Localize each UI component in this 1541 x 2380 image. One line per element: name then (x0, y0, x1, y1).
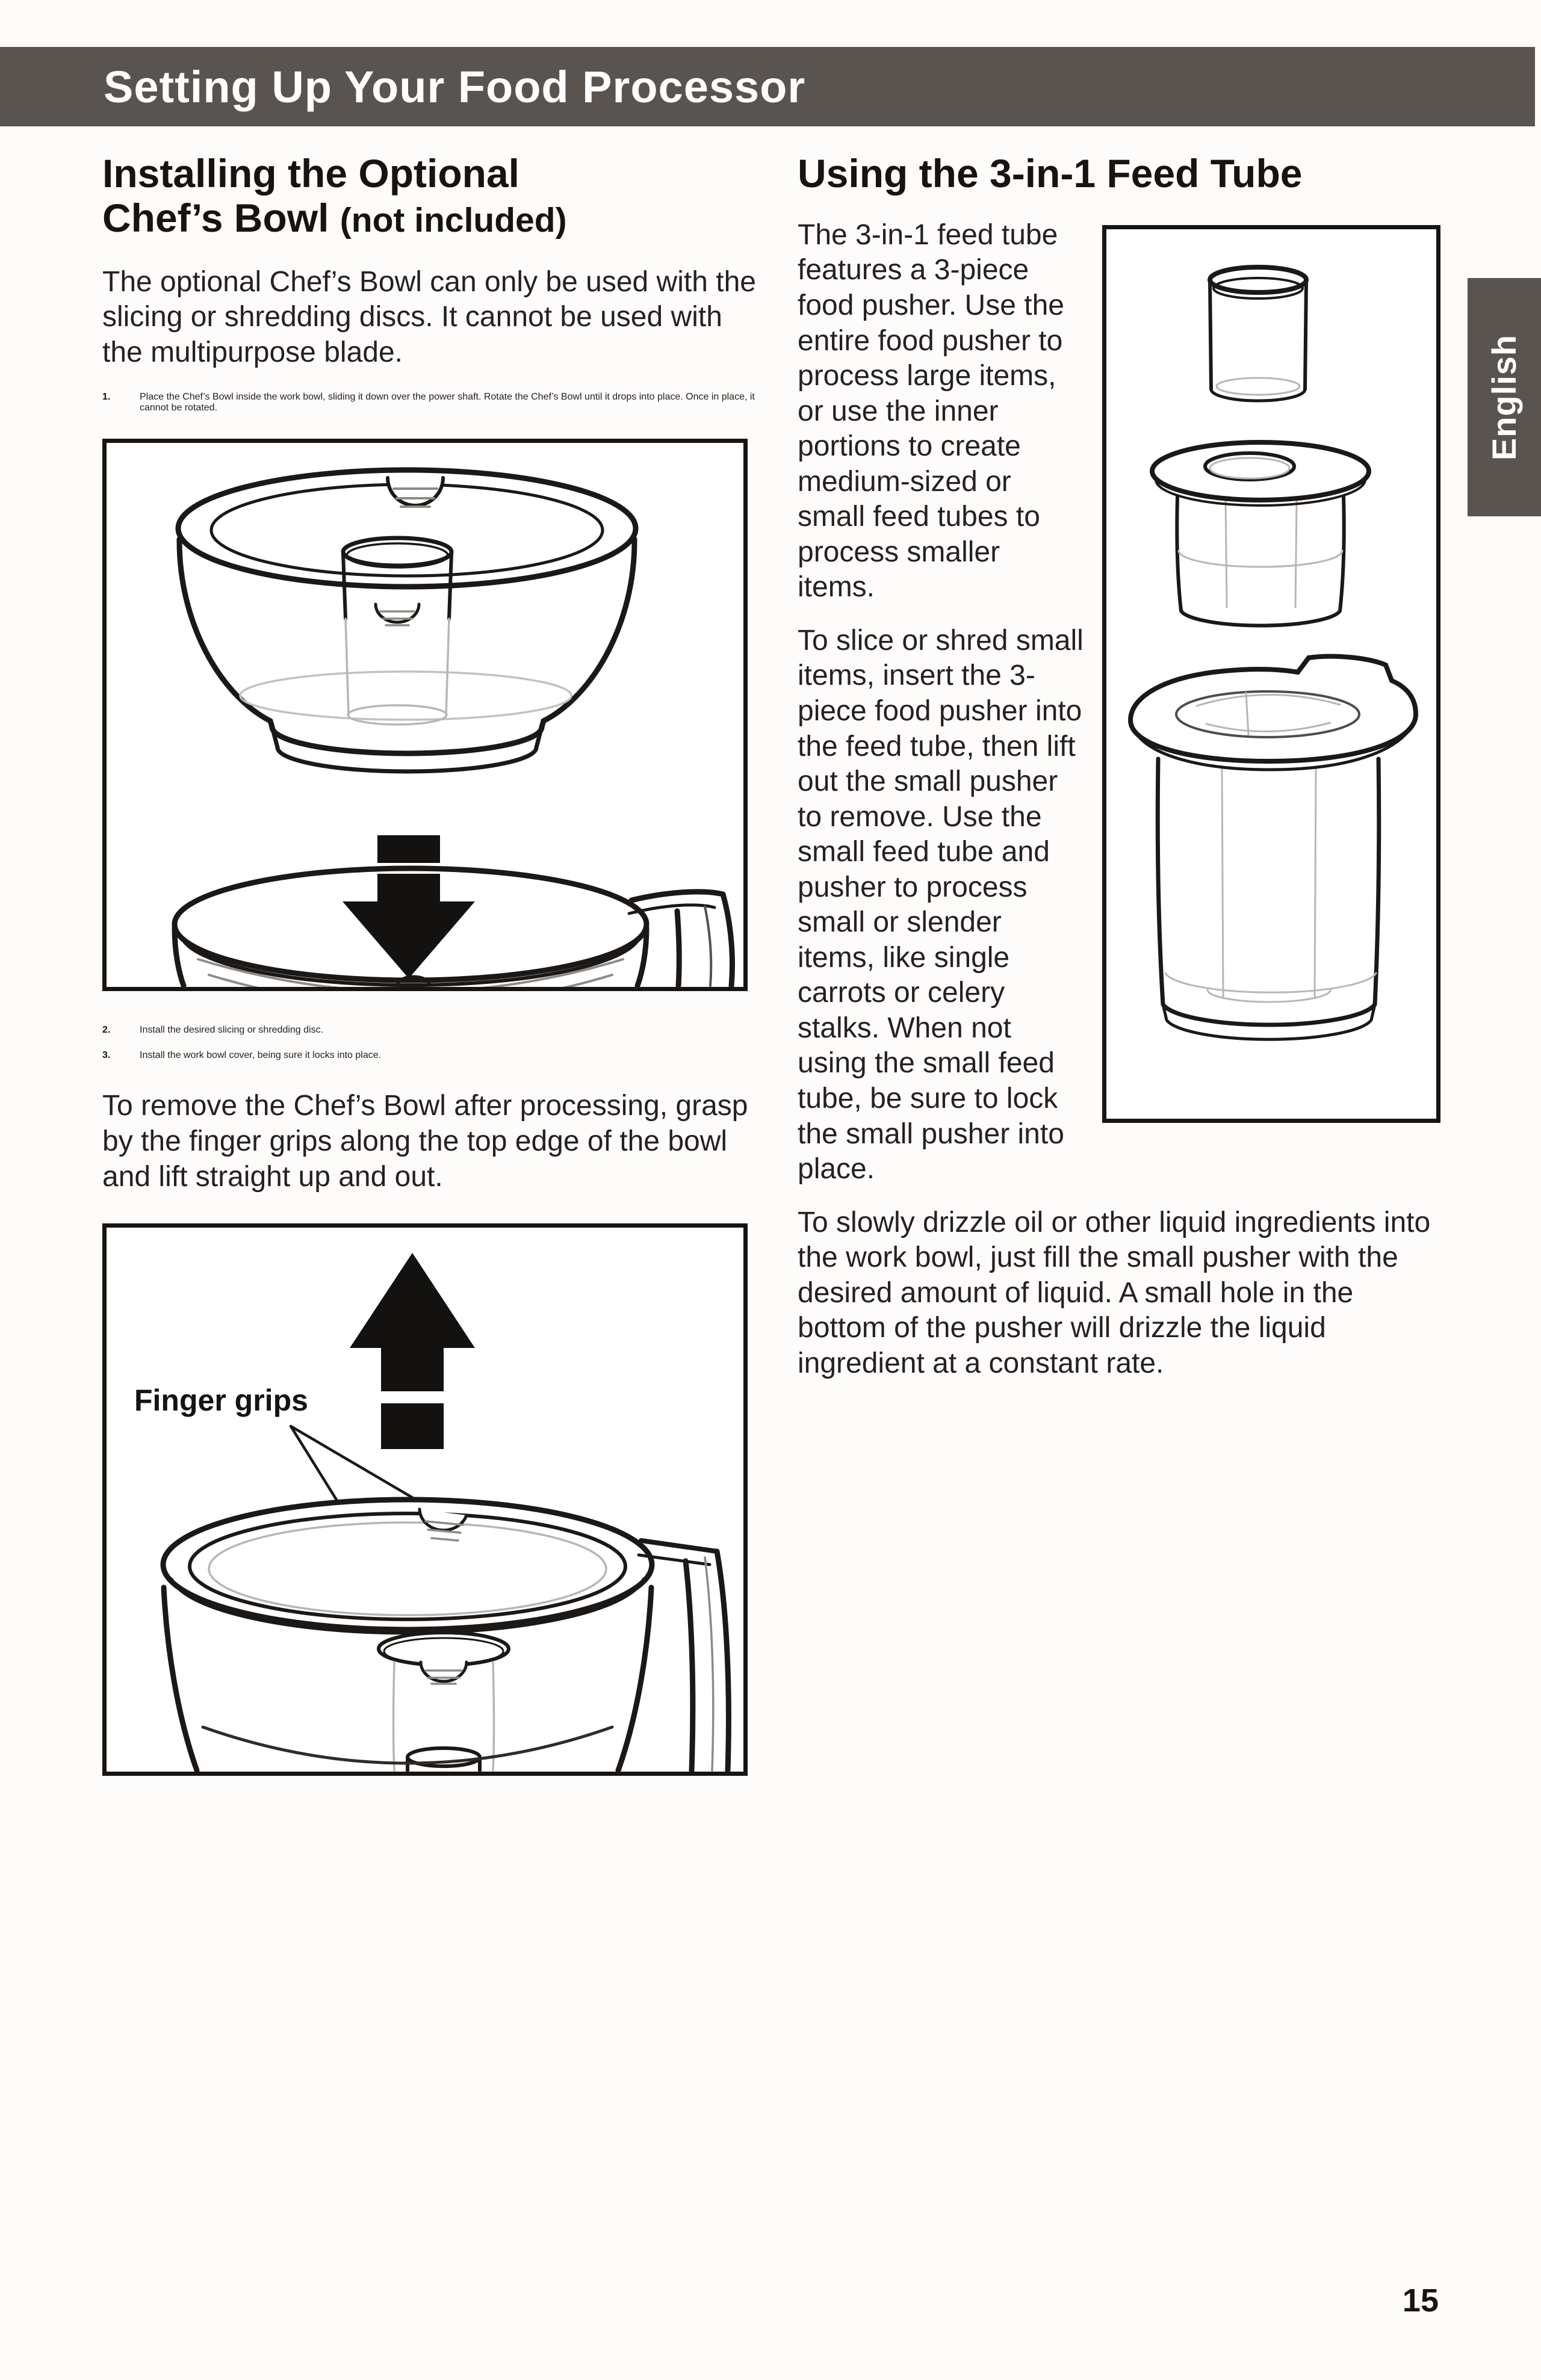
up-arrow-icon (350, 1253, 475, 1449)
step-list-after-figure (102, 1025, 767, 1061)
right-column (798, 152, 1440, 1381)
finger-grips-illustration (107, 1228, 743, 1772)
left-intro-paragraph: The optional Chef’s Bowl can only be used with the slicing or shredding discs. It cannot be used with the multipurpose blade. (102, 265, 756, 368)
page-title: Setting Up Your Food Processor (104, 61, 806, 112)
left-column (102, 152, 767, 1776)
step-number: 2. (102, 1025, 111, 1036)
feed-tube-parts-illustration (1106, 229, 1436, 1119)
step-number: 1. (102, 392, 111, 403)
language-tab (1468, 278, 1541, 516)
header-bar (0, 47, 1535, 126)
left-heading-line1: Installing the Optional (102, 151, 519, 196)
step-3 (102, 1050, 767, 1061)
right-heading: Using the 3-in-1 Feed Tube (798, 151, 1303, 196)
right-paragraph-1: The 3-in-1 feed tube features a 3-piece food pusher. Use the entire food pusher to process large items, or use the inner portions to create medium-sized or small feed tubes to process smaller items. (798, 218, 1064, 604)
medium-pusher-illustration (1152, 442, 1369, 626)
small-pusher-illustration (1210, 267, 1306, 401)
figure-finger-grips (102, 1223, 748, 1776)
finger-grips-label: Finger grips (134, 1383, 308, 1418)
step-text: Place the Chef’s Bowl inside the work bowl, sliding it down over the power shaft. Rotate the Chef’s Bowl until it drops into place. Once in place, it cannot be rotated. (140, 392, 755, 413)
left-heading-line2: Chef’s Bowl (102, 195, 329, 240)
feed-tube-illustration (1130, 657, 1416, 1040)
step-number: 3. (102, 1050, 111, 1061)
figure-chefs-bowl-install (102, 439, 748, 991)
figure-feed-tube-parts (1102, 225, 1440, 1123)
removal-note-paragraph: To remove the Chef’s Bowl after processing, grasp by the finger grips along the top edge of the bowl and lift straight up and out. (102, 1090, 748, 1193)
right-paragraph-3: To slowly drizzle oil or other liquid ingredients into the work bowl, just fill the small pusher with the desired amount of liquid. A small hole in the bottom of the pusher will drizzle the liquid ingredient at a constant rate. (798, 1206, 1431, 1379)
right-column-body (798, 218, 1440, 1382)
step-text: Install the work bowl cover, being sure it locks into place. (140, 1050, 382, 1061)
step-1 (102, 392, 767, 413)
left-heading (102, 152, 767, 241)
language-tab-label: English (1485, 334, 1524, 460)
step-text: Install the desired slicing or shredding disc. (140, 1025, 324, 1036)
step-2 (102, 1025, 767, 1036)
left-heading-note: (not included) (340, 200, 567, 240)
right-paragraph-2: To slice or shred small items, insert the 3-piece food pusher into the feed tube, then lift out the small pusher to remove. Use the small feed tube and pusher to process small or slender items, like single carrots or celery stalks. When not using the small feed tube, be sure to lock the small pusher into place. (798, 624, 1084, 1185)
chefs-bowl-install-illustration (107, 443, 743, 987)
page-number: 15 (1402, 2283, 1439, 2319)
step-list (102, 392, 767, 413)
